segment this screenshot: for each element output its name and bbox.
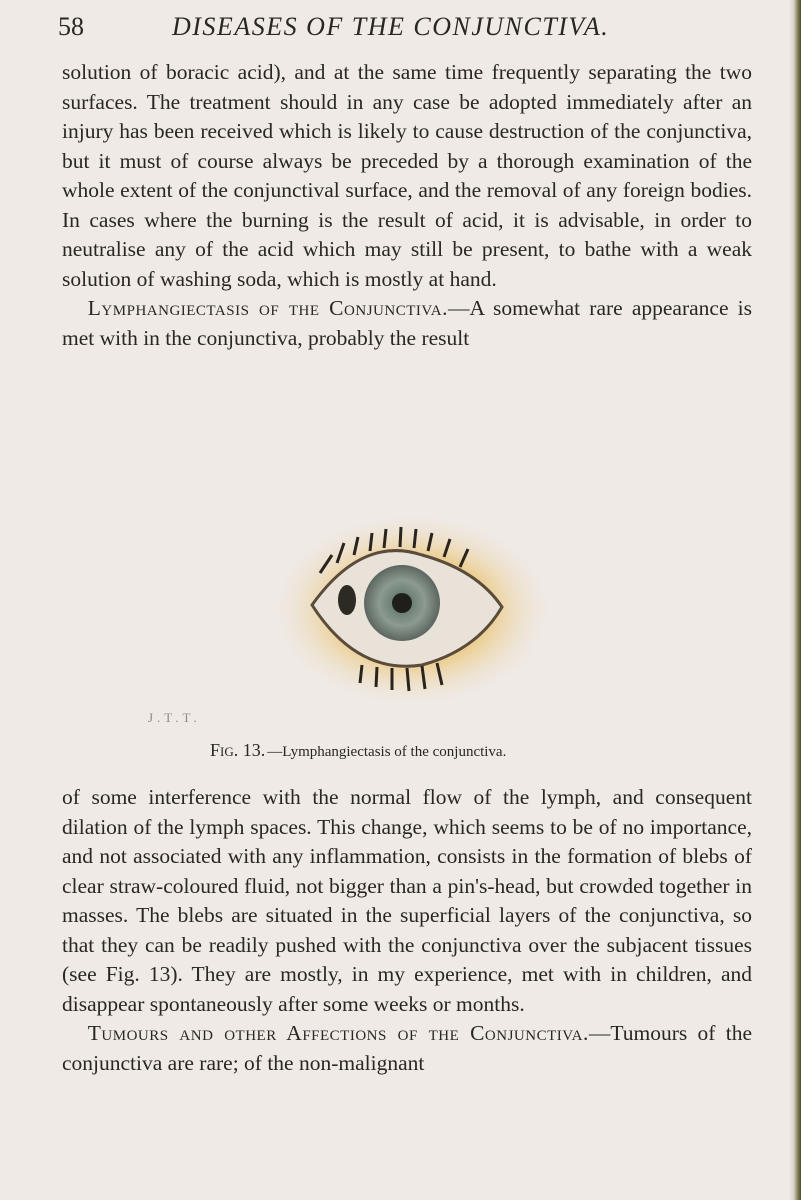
- running-head: DISEASES OF THE CONJUNCTIVA.: [172, 12, 610, 41]
- text-before-figure: [62, 58, 752, 353]
- paragraph-lymphangiectasis-text: —A somewhat rare appearance is met with in the conjunctiva, probably the result: [62, 296, 752, 350]
- page-edge: [789, 0, 801, 1200]
- figure-label: Fig. 13.: [210, 740, 266, 760]
- eye-illustration: [262, 515, 562, 715]
- figure-artist-initials: J.T.T.: [148, 710, 201, 725]
- paragraph-tumours: [62, 1019, 752, 1078]
- conjunctiva-blebs: [338, 585, 356, 615]
- section-heading-lymphangiectasis: Lymphangiectasis of the Conjunctiva.: [87, 296, 448, 320]
- figure-caption: [210, 740, 506, 761]
- section-heading-tumours: Tumours and other Affections of the Conjunctiva.: [87, 1021, 589, 1045]
- figure-eye-illustration: [262, 515, 562, 715]
- paragraph-tumours-text: —Tumours of the conjunctiva are rare; of the non-malignant: [62, 1021, 752, 1075]
- paragraph-treatment: solution of boracic acid), and at the same time frequently separating the two surfaces. The treatment should in any case be adopted immediately after an injury has been received which is likely to cause destruction of the conjunctiva, but it must of course always be preceded by a thorough examination of the whole extent of the conjunctival surface, and the removal of any foreign bodies. In cases where the burning is the result of acid, it is advisable, in order to neutralise any of the acid which may still be present, to bathe with a weak solution of washing soda, which is mostly at hand.: [62, 60, 752, 291]
- paragraph-lymph-continued: of some interference with the normal flow of the lymph, and consequent dilation of the lymph spaces. This change, which seems to be of no importance, and not associated with any inflammation, consists in the formation of blebs of clear straw-coloured fluid, not bigger than a pin's-head, but crowded together in masses. The blebs are situated in the superficial layers of the conjunctiva, so that they can be readily pushed with the conjunctiva over the subjacent tissues (see Fig. 13). They are mostly, in my experience, met with in children, and disappear spontaneously after some weeks or months.: [62, 785, 752, 1016]
- eye-pupil: [392, 593, 412, 613]
- page-number: 58: [58, 12, 84, 41]
- text-after-figure: [62, 783, 752, 1078]
- paragraph-lymphangiectasis: [62, 294, 752, 353]
- page-header: [58, 6, 758, 46]
- figure-caption-text: —Lymphangiectasis of the conjunctiva.: [267, 744, 507, 760]
